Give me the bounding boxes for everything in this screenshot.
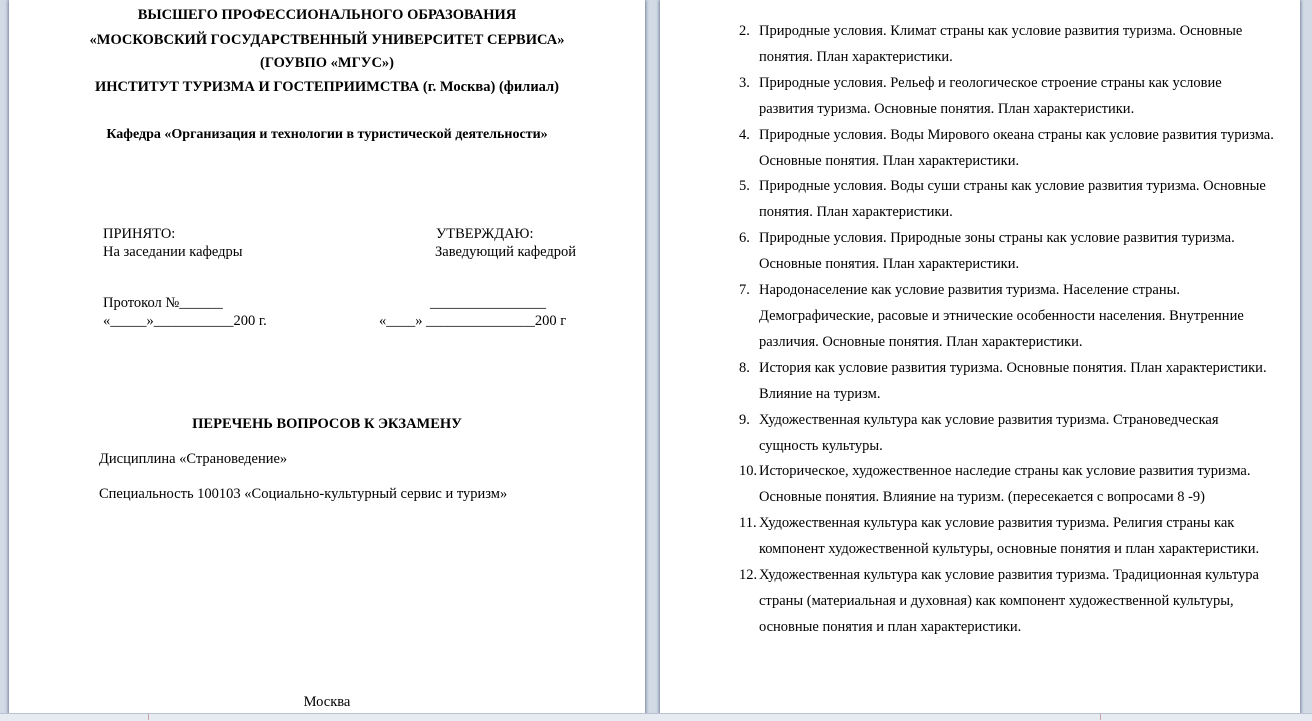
question-item	[739, 71, 1279, 123]
document-page-title	[9, 0, 645, 721]
question-number: 9.	[739, 411, 750, 428]
question-number: 7.	[739, 282, 750, 299]
question-number: 11.	[739, 515, 757, 532]
question-number: 3.	[739, 74, 750, 91]
question-text: Историческое, художественное наследие страны как условие развития туризма. Основные понятия. Влияние на туризм. (пересекается с вопросами 8 -9)	[759, 463, 1251, 506]
question-item	[739, 19, 1279, 71]
approved-date: «____» _______________200 г	[379, 313, 567, 329]
accepted-title: ПРИНЯТО:	[103, 226, 176, 242]
question-item	[739, 563, 1279, 641]
accepted-date: «_____»___________200 г.	[103, 313, 267, 329]
question-number: 12.	[739, 567, 758, 584]
department-name: Кафедра «Организация и технологии в туристической деятельности»	[106, 127, 548, 142]
question-item	[739, 356, 1279, 408]
question-number: 6.	[739, 230, 750, 247]
header-line-institution-type: ВЫСШЕГО ПРОФЕССИОНАЛЬНОГО ОБРАЗОВАНИЯ	[137, 7, 517, 23]
question-text: Природные условия. Рельеф и геологическое строение страны как условие развития туризма. Основные понятия. План характеристики.	[759, 74, 1222, 117]
question-number: 10.	[739, 463, 758, 480]
question-text: Природные условия. Воды суши страны как условие развития туризма. Основные понятия. План характеристики.	[759, 178, 1266, 221]
question-item	[739, 278, 1279, 356]
question-item	[739, 174, 1279, 226]
question-text: Природные условия. Воды Мирового океана страны как условие развития туризма. Основные понятия. План характеристики.	[759, 126, 1274, 169]
question-text: Природные условия. Природные зоны страны как условие развития туризма. Основные понятия. План характеристики.	[759, 230, 1235, 273]
question-item	[739, 408, 1279, 460]
question-text: Художественная культура как условие развития туризма. Религия страны как компонент художественной культуры, основные понятия и план характеристики.	[759, 515, 1260, 558]
ruler-tick-icon	[148, 714, 149, 720]
header-line-university: «МОСКОВСКИЙ ГОСУДАРСТВЕННЫЙ УНИВЕРСИТЕТ СЕРВИСА»	[89, 32, 565, 48]
approved-head-of-department: Заведующий кафедрой	[435, 244, 577, 260]
document-page-questions	[660, 0, 1300, 721]
question-text: Народонаселение как условие развития туризма. Население страны. Демографические, расовые и этнические особенности населения. Внутренние различия. Основные понятия. План характеристики.	[759, 282, 1244, 350]
question-text: Природные условия. Климат страны как условие развития туризма. Основные понятия. План характеристики.	[759, 23, 1243, 65]
question-number: 2.	[739, 23, 750, 39]
city-line: Москва	[303, 694, 351, 710]
exam-question-list	[739, 19, 1279, 641]
question-text: История как условие развития туризма. Основные понятия. План характеристики. Влияние на туризм.	[759, 359, 1267, 402]
specialty-line: Специальность 100103 «Социально-культурный сервис и туризм»	[99, 486, 508, 502]
horizontal-scroll-area	[0, 713, 1312, 721]
ruler-tick-icon	[1100, 714, 1101, 720]
document-title: ПЕРЕЧЕНЬ ВОПРОСОВ К ЭКЗАМЕНУ	[192, 416, 462, 432]
question-item	[739, 459, 1279, 511]
question-item	[739, 511, 1279, 563]
approved-title: УТВЕРЖДАЮ:	[436, 226, 534, 242]
question-text: Художественная культура как условие развития туризма. Страноведческая сущность культуры.	[759, 411, 1219, 454]
accepted-protocol: Протокол №______	[103, 295, 223, 311]
question-number: 5.	[739, 178, 750, 195]
discipline-line: Дисциплина «Страноведение»	[99, 451, 288, 467]
question-item	[739, 226, 1279, 278]
accepted-meeting: На заседании кафедры	[103, 244, 243, 260]
header-line-abbreviation: (ГОУВПО «МГУС»)	[259, 55, 394, 71]
question-number: 4.	[739, 126, 750, 143]
approved-signature-line: ________________	[430, 295, 546, 311]
question-text: Художественная культура как условие развития туризма. Традиционная культура страны (материальная и духовная) как компонент художественной культуры, основные понятия и план характеристики.	[759, 567, 1259, 635]
question-number: 8.	[739, 359, 750, 376]
header-line-institute: ИНСТИТУТ ТУРИЗМА И ГОСТЕПРИИМСТВА (г. Москва) (филиал)	[94, 79, 560, 95]
question-item	[739, 123, 1279, 175]
